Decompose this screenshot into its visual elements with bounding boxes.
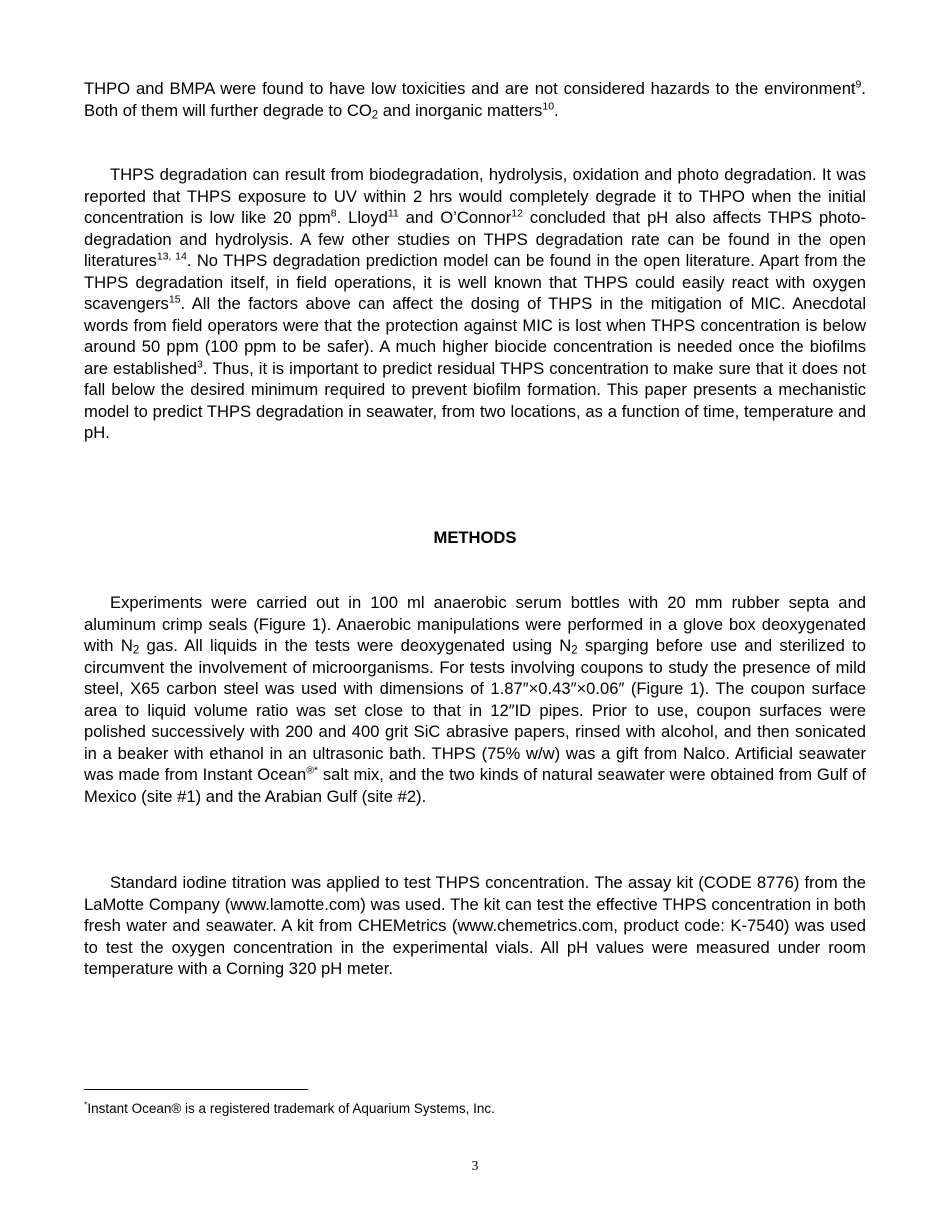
page-number: 3 [471, 1158, 479, 1173]
citation-ref: 11 [387, 207, 399, 220]
text-span: gas. All liquids in the tests were deoxygenated using N [139, 636, 572, 655]
footnote [84, 1100, 495, 1117]
footnote-marker: * [84, 1099, 88, 1110]
footnote-divider [84, 1089, 308, 1090]
citation-ref: 8 [330, 207, 337, 220]
subscript: 2 [132, 644, 140, 657]
text-span: . [554, 100, 559, 120]
text-span: . Lloyd [336, 208, 388, 227]
paragraph-methods-setup [84, 592, 866, 807]
text-span: Experiments were carried out in 100 ml anaerobic serum bottles with 20 mm rubber septa and aluminum crimp seals (Figure 1). Anaerobic manipulations were performed in a glove box deoxygenated with N [84, 593, 866, 655]
citation-ref: 15 [168, 293, 181, 306]
paragraph-thps-degradation [84, 164, 866, 444]
section-heading-methods: METHODS [433, 528, 517, 547]
text-span: salt mix, and the two kinds of natural seawater were obtained from Gulf of Mexico (site #1) and the Arabian Gulf (site #2). [84, 765, 866, 806]
text-span: sparging before use and sterilized to circumvent the involvement of microorganisms. For tests involving coupons to study the presence of mild steel, X65 carbon steel was used with dimensions of 1.87″×0.43″×0.06″ (Figure 1). The coupon surface area to liquid volume ratio was set close to that in 12″ID pipes. Prior to use, coupon surfaces were polished successively with 200 and 400 grit SiC abrasive papers, rinsed with alcohol, and then sonicated in a beaker with ethanol in an ultrasonic bath. THPS (75% w/w) was a gift from Nalco. Artificial seawater was made from Instant Ocean [84, 636, 866, 784]
text-span: . No THPS degradation prediction model can be found in the open literature. Apart from the THPS degradation itself, in field operations, it is well known that THPS could easily react with oxygen scavengers [84, 251, 866, 313]
text-span: THPO and BMPA were found to have low toxicities and are not considered hazards to the environment [84, 79, 856, 98]
citation-ref: 12 [511, 207, 523, 220]
text-span: and O’Connor [398, 208, 512, 227]
citation-ref: 3 [197, 358, 203, 370]
text-span: and inorganic matters [378, 100, 543, 120]
paragraph-methods-titration [84, 872, 866, 980]
subscript: 2 [571, 644, 578, 657]
text-span: Standard iodine titration was applied to test THPS concentration. The assay kit (CODE 8776) from the LaMotte Company (www.lamotte.com) was used. The kit can test the effective THPS concentration in both fresh water and seawater. A kit from CHEMetrics (www.chemetrics.com, product code: K-7540) was used to test the oxygen concentration in the experimental vials. All pH values were measured under room temperature with a Corning 320 pH meter. [84, 873, 866, 978]
trademark-footnote-mark: ®* [306, 764, 319, 777]
citation-ref: 10 [542, 100, 555, 112]
text-span: . All the factors above can affect the dosing of THPS in the mitigation of MIC. Anecdotal words from field operators were that the protection against MIC is lost when THPS concentration is below around 50 ppm (100 ppm to be safer). A much higher biocide concentration is needed once the biofilms are established [84, 294, 866, 378]
footnote-text: Instant Ocean® is a registered trademark of Aquarium Systems, Inc. [87, 1101, 495, 1116]
citation-ref: 9 [855, 78, 862, 91]
paragraph-intro-toxicity [84, 78, 866, 121]
text-span: . Thus, it is important to predict residual THPS concentration to make sure that it does not fall below the desired minimum required to prevent biofilm formation. This paper presents a mechanistic model to predict THPS degradation in seawater, from two locations, as a function of time, temperature and pH. [84, 358, 867, 442]
text-span: THPS degradation can result from biodegradation, hydrolysis, oxidation and photo degradation. It was reported that THPS exposure to UV within 2 hrs would completely degrade it to THPO when the initial concentration is low like 20 ppm [84, 165, 866, 227]
citation-ref: 13, 14 [156, 250, 187, 263]
subscript: 2 [371, 109, 379, 122]
text-span: . Both of them will further degrade to CO [84, 79, 866, 120]
text-span: concluded that pH also affects THPS photo-degradation and hydrolysis. A few other studies on THPS degradation rate can be found in the open literatures [84, 208, 866, 270]
